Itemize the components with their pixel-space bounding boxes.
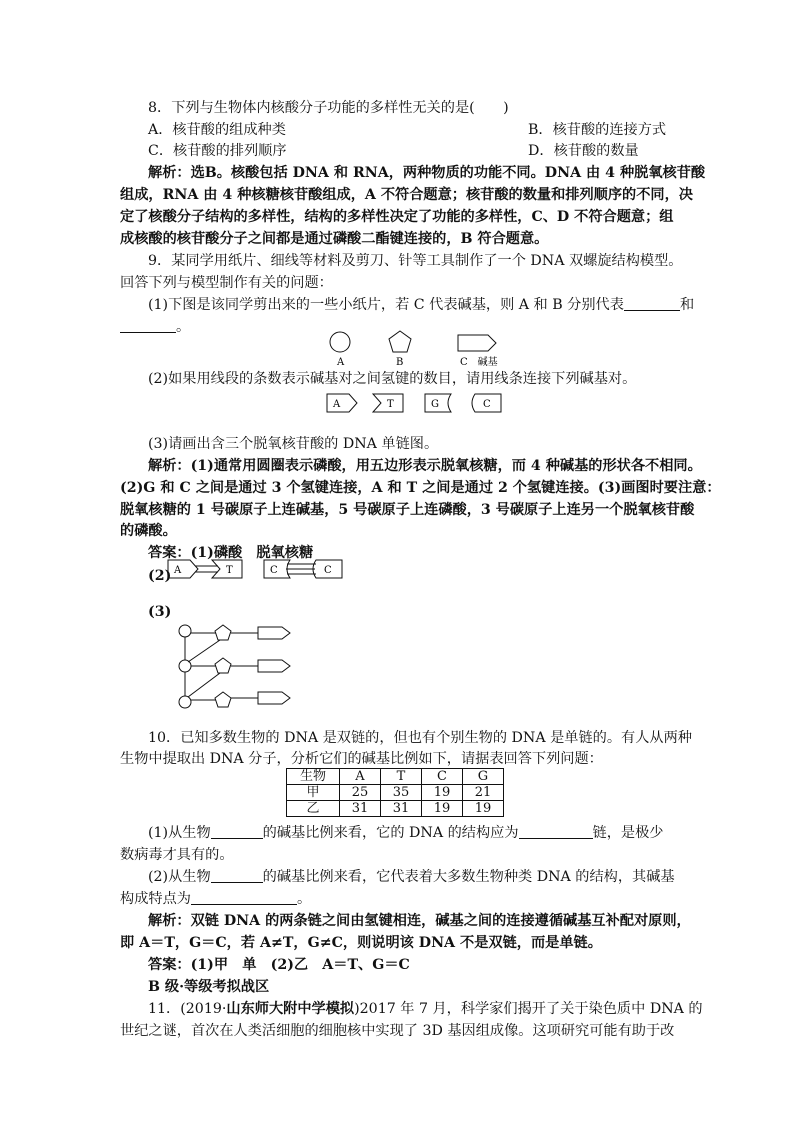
- base-shape: [258, 692, 290, 704]
- q8-stem: 8．下列与生物体内核酸分子功能的多样性无关的是( ): [148, 100, 509, 116]
- q9-sub1-and: 和: [679, 297, 695, 313]
- table-cell: 19: [422, 801, 463, 817]
- q9-stem: 回答下列与模型制作有关的问题：: [120, 275, 333, 291]
- answer-blank[interactable]: [120, 318, 176, 333]
- q9-sub1: [148, 295, 694, 315]
- phosphate-circle: [179, 625, 191, 637]
- table-cell: 25: [340, 785, 381, 801]
- dna-single-strand-figure: [170, 618, 310, 708]
- table-cell: 19: [422, 785, 463, 801]
- q8-option-d: D．核苷酸的数量: [528, 143, 639, 159]
- q10-sub1-text: (1)从生物: [148, 825, 211, 841]
- q9-analysis-line: (2)G 和 C 之间是通过 3 个氢键连接，A 和 T 之间是通过 2 个氢键连接。(3)画图时要注意：: [120, 480, 721, 496]
- table-header-cell: T: [381, 769, 422, 785]
- q9-sub1-cont: [120, 317, 190, 337]
- answer-blank[interactable]: [519, 824, 593, 839]
- answer-base-pairs-figure: [166, 558, 356, 582]
- phosphodiester-bond: [188, 640, 220, 662]
- label-a: A: [337, 357, 345, 368]
- q9-answer: 答案：(1)磷酸 脱氧核糖: [148, 545, 314, 561]
- answer-blank[interactable]: [191, 890, 297, 905]
- q9-analysis-line: 脱氧核糖的 1 号碳原子上连碱基，5 号碳原子上连磷酸，3 号碳原子上连另一个脱氧核苷酸: [120, 502, 695, 518]
- base-c-label: C: [483, 399, 491, 410]
- q8-analysis-line: 定了核酸分子结构的多样性，结构的多样性决定了功能的多样性，C、D 不符合题意；组: [120, 209, 674, 225]
- deoxyribose-pentagon: [215, 625, 231, 640]
- base-t-label: T: [226, 565, 233, 576]
- base-c-label: C: [324, 565, 332, 576]
- q8-analysis-line: 解析：选B。核酸包括 DNA 和 RNA，两种物质的功能不同。DNA 由 4 种脱氧核苷酸: [148, 165, 706, 181]
- table-header-cell: A: [340, 769, 381, 785]
- q10-analysis-line: 解析：双链 DNA 的两条链之间由氢键相连，碱基之间的连接遵循碱基互补配对原则，: [148, 913, 691, 929]
- deoxyribose-pentagon: [215, 692, 231, 707]
- q10-stem: 生物中提取出 DNA 分子，分析它们的碱基比例如下，请据表回答下列问题：: [120, 751, 603, 767]
- table-cell: 甲: [287, 785, 340, 801]
- base-arrow-shape: [458, 335, 496, 351]
- q8-analysis-line: 成核酸的核苷酸分子之间都是通过磷酸二酯键连接的，B 符合题意。: [120, 231, 549, 247]
- deoxyribose-pentagon: [389, 331, 411, 352]
- base-a-shape: [327, 394, 357, 412]
- table-cell: 21: [463, 785, 504, 801]
- q10-sub2-text: (2)从生物: [148, 869, 211, 885]
- base-g-label: C: [270, 565, 278, 576]
- answer-blank[interactable]: [624, 296, 680, 311]
- label-c: C 碱基: [460, 357, 498, 368]
- q11-stem-cont: 世纪之谜，首次在人类活细胞的细胞核中实现了 3D 基因组成像。这项研究可能有助于改: [120, 1023, 675, 1039]
- label-b: B: [396, 357, 404, 368]
- q9-sub1-text: (1)下图是该同学剪出来的一些小纸片，若 C 代表碱基，则 A 和 B 分别代表: [148, 297, 624, 313]
- q9-analysis-line: 解析：(1)通常用圆圈表示磷酸，用五边形表示脱氧核糖，而 4 种碱基的形状各不相同。: [148, 458, 702, 474]
- q9-sub1-end: 。: [176, 319, 191, 335]
- table-cell: 31: [381, 801, 422, 817]
- table-header-cell: C: [422, 769, 463, 785]
- q9-stem: 9．某同学用纸片、细线等材料及剪刀、针等工具制作了一个 DNA 双螺旋结构模型。: [148, 253, 683, 269]
- q9-analysis-line: 的磷酸。: [120, 523, 177, 539]
- base-ratio-table: [286, 768, 504, 817]
- q11-stem: [148, 999, 703, 1019]
- q10-analysis-line: 即 A＝T，G＝C，若 A≠T，G≠C，则说明该 DNA 不是双链，而是单链。: [120, 935, 602, 951]
- phosphate-circle: [330, 332, 350, 352]
- base-shape: [258, 627, 290, 639]
- table-row: [287, 801, 504, 817]
- answer-blank[interactable]: [211, 824, 263, 839]
- table-header-cell: G: [463, 769, 504, 785]
- table-cell: 19: [463, 801, 504, 817]
- deoxyribose-pentagon: [215, 658, 231, 673]
- paper-pieces-figure: [320, 326, 520, 368]
- base-a-label: A: [174, 565, 182, 576]
- q8-option-b: B．核苷酸的连接方式: [528, 122, 667, 138]
- q10-sub2-text: 构成特点为: [120, 891, 191, 907]
- q9-answer3-label: (3): [148, 604, 172, 620]
- q10-sub1-text: 的碱基比例来看，它的 DNA 的结构应为: [262, 825, 519, 841]
- table-cell: 乙: [287, 801, 340, 817]
- table-header-row: [287, 769, 504, 785]
- base-a-label: A: [333, 399, 341, 410]
- base-g-label: G: [431, 399, 439, 410]
- phosphodiester-bond: [188, 673, 220, 697]
- q10-sub2: [148, 867, 675, 887]
- q11-text: )2017 年 7 月，科学家们揭开了关于染色质中 DNA 的: [354, 1001, 703, 1017]
- base-shape: [258, 660, 290, 672]
- table-cell: 35: [381, 785, 422, 801]
- base-t-label: T: [387, 399, 394, 410]
- q10-stem: 10．已知多数生物的 DNA 是双链的，但也有个别生物的 DNA 是单链的。有人从两种: [148, 730, 692, 746]
- q8-option-a: A．核苷酸的组成种类: [148, 122, 286, 138]
- q10-sub2-text: 的碱基比例来看，它代表着大多数生物种类 DNA 的结构，其碱基: [262, 869, 675, 885]
- q9-sub3: (3)请画出含三个脱氧核苷酸的 DNA 单链图。: [148, 436, 439, 452]
- base-a-shape: [168, 560, 198, 578]
- q10-answer: 答案：(1)甲 单 (2)乙 A＝T、G＝C: [148, 957, 410, 973]
- table-cell: 31: [340, 801, 381, 817]
- q8-analysis-line: 组成，RNA 由 4 种核糖核苷酸组成，A 不符合题意；核苷酸的数量和排列顺序的不同，决: [120, 187, 693, 203]
- q8-option-c: C．核苷酸的排列顺序: [148, 143, 287, 159]
- base-pieces-figure: [325, 392, 515, 416]
- q11-number: 11．(2019·: [148, 1001, 227, 1017]
- q10-sub1: [148, 823, 664, 843]
- answer-blank[interactable]: [211, 868, 263, 883]
- phosphate-circle: [179, 696, 191, 708]
- table-header-cell: 生物: [287, 769, 340, 785]
- q10-sub2-end: 。: [296, 891, 312, 907]
- q10-sub1-text: 链，是极少: [592, 825, 664, 841]
- q10-sub1-cont: 数病毒才具有的。: [120, 847, 234, 863]
- phosphate-circle: [179, 660, 191, 672]
- q9-sub2: (2)如果用线段的条数表示碱基对之间氢键的数目，请用线条连接下列碱基对。: [148, 371, 637, 387]
- q9-answer2-label: (2): [148, 568, 172, 584]
- q10-sub2-cont: [120, 889, 311, 909]
- q11-source: 山东师大附中学模拟: [226, 1001, 355, 1017]
- table-row: [287, 785, 504, 801]
- section-header: B 级·等级考拟战区: [148, 979, 270, 995]
